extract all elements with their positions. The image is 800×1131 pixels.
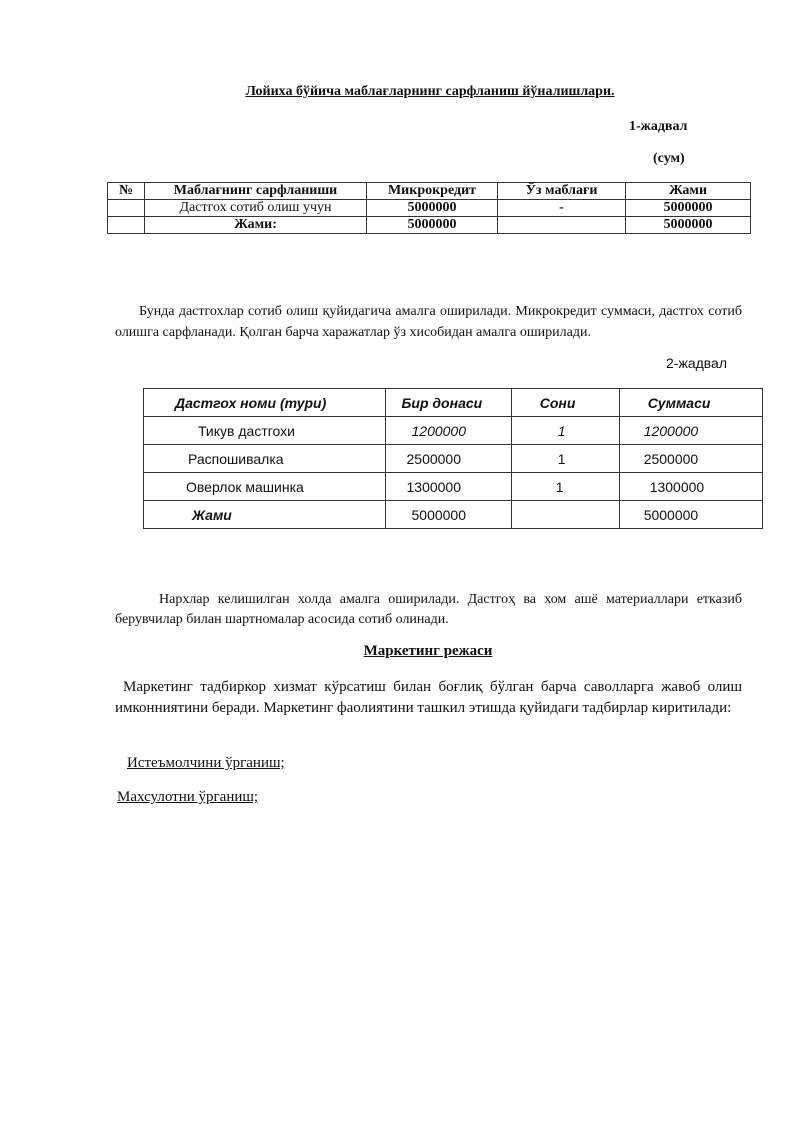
- column-header: Микрокредит: [367, 183, 498, 200]
- table1-unit: (сум): [653, 151, 685, 166]
- column-header: Сони: [511, 389, 619, 417]
- table-row: [144, 473, 763, 501]
- column-header: Суммаси: [619, 389, 762, 417]
- paragraph-prices: Нархлар келишилган холда амалга оширилади. Дастгоҳ ва хом ашё материаллари етказиб берувчилар билан шартномалар асосида сотиб олинади.: [115, 592, 742, 627]
- table-cell: Дастгох сотиб олиш учун: [145, 200, 367, 217]
- column-header: Дастгох номи (тури): [144, 389, 386, 417]
- table-cell: [108, 200, 145, 217]
- table-cell: [511, 501, 619, 529]
- table-cell: 1200000: [619, 417, 762, 445]
- table-cell: Жами:: [145, 217, 367, 234]
- equipment-table: [143, 388, 763, 529]
- table-cell: 1: [511, 445, 619, 473]
- table-cell: Оверлок машинка: [144, 473, 386, 501]
- column-header: Жами: [626, 183, 751, 200]
- marketing-heading: Маркетинг режаси: [363, 643, 493, 659]
- list-item: Истеъмолчини ўрганиш;: [127, 755, 285, 771]
- column-header: Ўз маблағи: [498, 183, 626, 200]
- document-title: Лойиха бўйича маблағларнинг сарфланиш йўналишлари.: [245, 84, 615, 99]
- table-cell: Жами: [144, 501, 386, 529]
- table-header-row: [108, 183, 751, 200]
- table1-label: 1-жадвал: [629, 119, 688, 134]
- table-row: [108, 200, 751, 217]
- paragraph-equipment: Бунда дастгохлар сотиб олиш қуйидагича амалга оширилади. Микрокредит суммаси, дастгох сотиб олишга сарфланади. Қолган барча харажатлар ўз хисобидан амалга оширилади.: [115, 304, 742, 340]
- table-cell: 5000000: [626, 200, 751, 217]
- column-header: Маблағнинг сарфланиши: [145, 183, 367, 200]
- table-cell: 1: [511, 417, 619, 445]
- table-cell: -: [498, 200, 626, 217]
- table-cell: 2500000: [619, 445, 762, 473]
- table-cell: 1: [511, 473, 619, 501]
- table-cell: 5000000: [626, 217, 751, 234]
- table-cell: [498, 217, 626, 234]
- table-cell: 5000000: [367, 217, 498, 234]
- table-cell: 1200000: [385, 417, 511, 445]
- table-cell: 5000000: [385, 501, 511, 529]
- table-cell: 2500000: [385, 445, 511, 473]
- table2-label: 2-жадвал: [666, 355, 728, 371]
- column-header: Бир донаси: [385, 389, 511, 417]
- table-total-row: [144, 501, 763, 529]
- table-cell: [108, 217, 145, 234]
- table-header-row: [144, 389, 763, 417]
- table-cell: 1300000: [619, 473, 762, 501]
- list-item: Махсулотни ўрганиш;: [117, 789, 259, 805]
- paragraph-marketing: Маркетинг тадбиркор хизмат кўрсатиш билан боғлиқ бўлган барча саволларга жавоб олиш имконниятини беради. Маркетинг фаолиятини ташкил этишда қуйидаги тадбирлар киритилади:: [115, 679, 742, 716]
- table-cell: 5000000: [367, 200, 498, 217]
- table-cell: 5000000: [619, 501, 762, 529]
- column-header: №: [108, 183, 145, 200]
- table-cell: Распошивалка: [144, 445, 386, 473]
- table-row: [144, 445, 763, 473]
- table-cell: 1300000: [385, 473, 511, 501]
- table-cell: Тикув дастгохи: [144, 417, 386, 445]
- table-total-row: [108, 217, 751, 234]
- table-row: [144, 417, 763, 445]
- funding-table: [107, 182, 751, 234]
